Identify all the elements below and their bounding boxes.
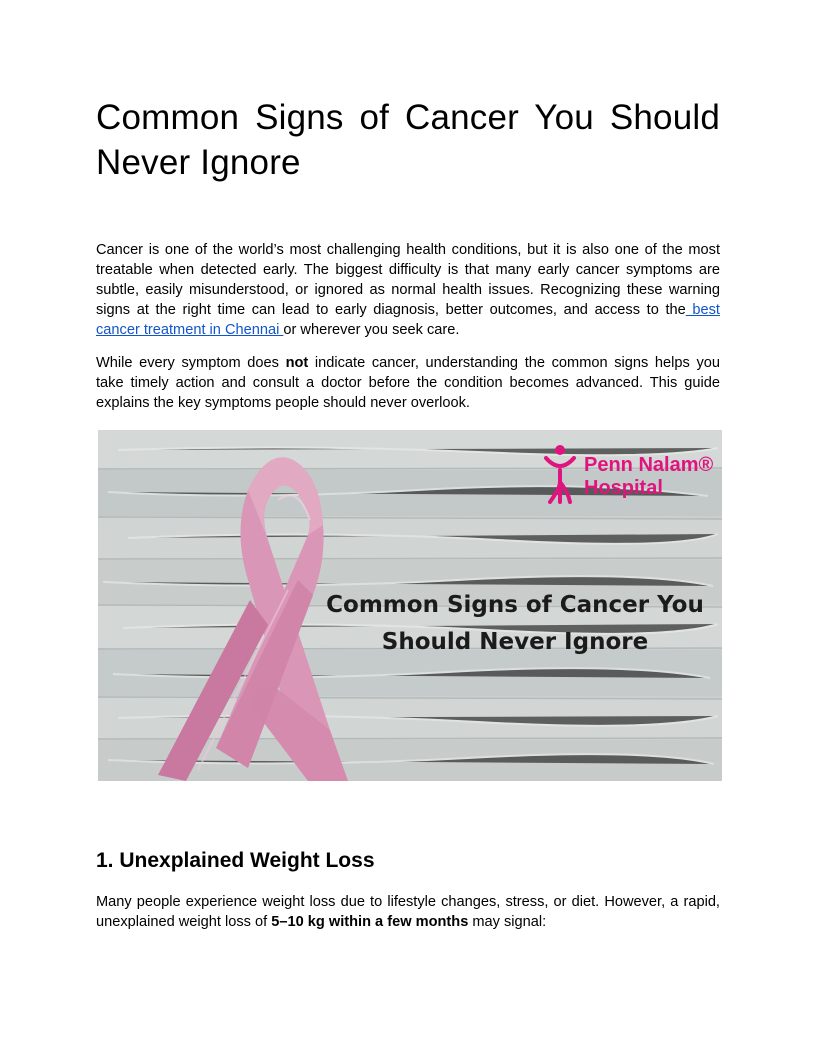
- paragraph2-bold: not: [285, 355, 309, 371]
- intro-text-end: or wherever you seek care.: [283, 322, 460, 338]
- second-paragraph: [96, 353, 720, 413]
- banner-headline-line2: Should Never Ignore: [381, 629, 649, 655]
- weight-loss-bold: 5–10 kg within a few months: [271, 914, 469, 930]
- banner-headline-line1: Common Signs of Cancer You: [326, 592, 704, 618]
- intro-paragraph: [96, 240, 720, 340]
- section-heading-weight-loss: 1. Unexplained Weight Loss: [96, 849, 375, 872]
- brand-name-line1: Penn Nalam®: [584, 454, 714, 476]
- weight-loss-text-1: Many people experience weight loss due to lifestyle changes, stress, or diet. However, a rapid, unexplained weight loss of: [96, 894, 720, 930]
- brand-name-line2: Hospital: [584, 477, 663, 499]
- paragraph2-text-2: indicate cancer, understanding the common signs helps you take timely action and consult a doctor before the condition becomes advanced. This guide explains the key symptoms people should never overlook.: [96, 355, 720, 411]
- banner-image: [98, 430, 722, 781]
- intro-text: Cancer is one of the world’s most challenging health conditions, but it is also one of the most treatable when detected early. The biggest difficulty is that many early cancer symptoms are subtle, easily misunderstood, or ignored as normal health issues. Recognizing these warning signs at the right time can lead to early diagnosis, better outcomes, and access to the: [96, 242, 720, 318]
- weight-loss-text-2: may signal:: [468, 914, 547, 930]
- page-title: Common Signs of Cancer You Should Never Ignore: [96, 98, 720, 182]
- cancer-treatment-link[interactable]: best cancer treatment in Chennai: [96, 302, 720, 338]
- weight-loss-paragraph: [96, 892, 720, 932]
- paragraph2-text-1: While every symptom does: [96, 355, 286, 371]
